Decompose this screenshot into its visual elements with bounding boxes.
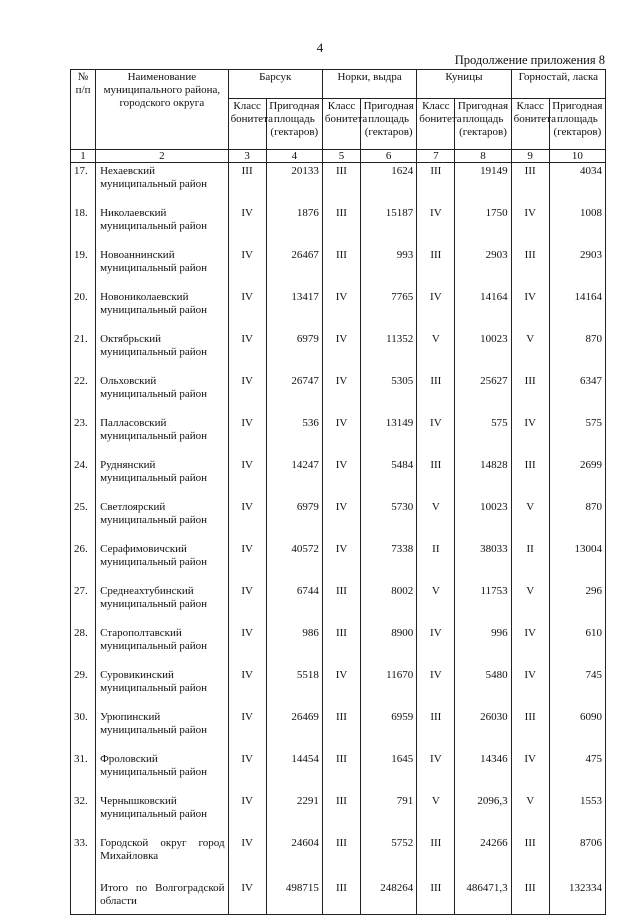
header-num: № п/п bbox=[71, 70, 96, 150]
class-cell: IV bbox=[228, 876, 266, 915]
area-cell: 575 bbox=[455, 414, 511, 456]
class-cell: IV bbox=[228, 246, 266, 288]
row-number: 18. bbox=[71, 204, 96, 246]
column-number: 10 bbox=[549, 150, 605, 163]
class-cell: III bbox=[322, 708, 360, 750]
class-cell: IV bbox=[417, 666, 455, 708]
class-cell: IV bbox=[228, 330, 266, 372]
class-cell: IV bbox=[417, 750, 455, 792]
area-cell: 498715 bbox=[266, 876, 322, 915]
area-cell: 4034 bbox=[549, 163, 605, 205]
header-area: Пригодная площадь (гектаров) bbox=[455, 99, 511, 150]
district-name: Ольховский муниципальный район bbox=[96, 372, 228, 414]
district-name: Светлоярский муниципальный район bbox=[96, 498, 228, 540]
class-cell: IV bbox=[228, 834, 266, 876]
column-number: 5 bbox=[322, 150, 360, 163]
area-cell: 40572 bbox=[266, 540, 322, 582]
row-number: 21. bbox=[71, 330, 96, 372]
area-cell: 475 bbox=[549, 750, 605, 792]
class-cell: IV bbox=[322, 330, 360, 372]
header-class: Класс бонитета bbox=[511, 99, 549, 150]
area-cell: 7338 bbox=[361, 540, 417, 582]
class-cell: III bbox=[322, 582, 360, 624]
district-name: Николаевский муниципальный район bbox=[96, 204, 228, 246]
row-number: 19. bbox=[71, 246, 96, 288]
class-cell: IV bbox=[511, 204, 549, 246]
class-cell: III bbox=[228, 163, 266, 205]
class-cell: IV bbox=[417, 414, 455, 456]
table-row bbox=[71, 456, 606, 498]
class-cell: III bbox=[322, 204, 360, 246]
area-cell: 14164 bbox=[549, 288, 605, 330]
district-name: Нехаевский муниципальный район bbox=[96, 163, 228, 205]
row-number: 24. bbox=[71, 456, 96, 498]
area-cell: 24266 bbox=[455, 834, 511, 876]
class-cell: IV bbox=[228, 288, 266, 330]
table-row bbox=[71, 414, 606, 456]
area-cell: 486471,3 bbox=[455, 876, 511, 915]
class-cell: III bbox=[511, 372, 549, 414]
area-cell: 248264 bbox=[361, 876, 417, 915]
area-cell: 6979 bbox=[266, 498, 322, 540]
header-group-ermine-weasel: Горностай, ласка bbox=[511, 70, 605, 99]
class-cell: V bbox=[511, 792, 549, 834]
class-cell: III bbox=[511, 456, 549, 498]
row-number: 22. bbox=[71, 372, 96, 414]
district-name: Городской округ город Михайловка bbox=[96, 834, 228, 876]
area-cell: 6090 bbox=[549, 708, 605, 750]
district-name: Октябрьский муниципальный район bbox=[96, 330, 228, 372]
class-cell: III bbox=[322, 834, 360, 876]
class-cell: III bbox=[417, 456, 455, 498]
class-cell: III bbox=[511, 876, 549, 915]
area-cell: 25627 bbox=[455, 372, 511, 414]
class-cell: V bbox=[417, 330, 455, 372]
area-cell: 26747 bbox=[266, 372, 322, 414]
table-row bbox=[71, 163, 606, 205]
area-cell: 1553 bbox=[549, 792, 605, 834]
header-area: Пригодная площадь (гектаров) bbox=[266, 99, 322, 150]
area-cell: 986 bbox=[266, 624, 322, 666]
class-cell: III bbox=[417, 708, 455, 750]
class-cell: V bbox=[511, 330, 549, 372]
class-cell: IV bbox=[228, 624, 266, 666]
header-group-marten: Куницы bbox=[417, 70, 511, 99]
row-number: 32. bbox=[71, 792, 96, 834]
area-cell: 2291 bbox=[266, 792, 322, 834]
class-cell: III bbox=[511, 708, 549, 750]
table-row bbox=[71, 750, 606, 792]
area-cell: 15187 bbox=[361, 204, 417, 246]
area-cell: 2903 bbox=[549, 246, 605, 288]
header-class: Класс бонитета bbox=[322, 99, 360, 150]
row-number: 33. bbox=[71, 834, 96, 876]
class-cell: IV bbox=[228, 414, 266, 456]
area-cell: 993 bbox=[361, 246, 417, 288]
class-cell: IV bbox=[417, 288, 455, 330]
table-row bbox=[71, 792, 606, 834]
area-cell: 536 bbox=[266, 414, 322, 456]
header-area: Пригодная площадь (гектаров) bbox=[549, 99, 605, 150]
district-name: Старополтавский муниципальный район bbox=[96, 624, 228, 666]
class-cell: V bbox=[511, 498, 549, 540]
class-cell: IV bbox=[228, 456, 266, 498]
district-name: Палласовский муниципальный район bbox=[96, 414, 228, 456]
area-cell: 2096,3 bbox=[455, 792, 511, 834]
class-cell: IV bbox=[322, 666, 360, 708]
area-cell: 11352 bbox=[361, 330, 417, 372]
class-cell: IV bbox=[228, 792, 266, 834]
column-number: 9 bbox=[511, 150, 549, 163]
area-cell: 2903 bbox=[455, 246, 511, 288]
class-cell: III bbox=[511, 834, 549, 876]
class-cell: III bbox=[417, 163, 455, 205]
area-cell: 7765 bbox=[361, 288, 417, 330]
header-group-badger: Барсук bbox=[228, 70, 322, 99]
class-cell: V bbox=[417, 582, 455, 624]
class-cell: IV bbox=[417, 624, 455, 666]
table-row bbox=[71, 624, 606, 666]
class-cell: V bbox=[417, 792, 455, 834]
class-cell: III bbox=[417, 834, 455, 876]
row-number: 31. bbox=[71, 750, 96, 792]
area-cell: 610 bbox=[549, 624, 605, 666]
header-area: Пригодная площадь (гектаров) bbox=[361, 99, 417, 150]
appendix-continuation-label: Продолжение приложения 8 bbox=[454, 53, 605, 67]
row-number: 17. bbox=[71, 163, 96, 205]
area-cell: 296 bbox=[549, 582, 605, 624]
area-cell: 5518 bbox=[266, 666, 322, 708]
class-cell: V bbox=[511, 582, 549, 624]
header-group-mink-otter: Норки, выдра bbox=[322, 70, 416, 99]
area-cell: 5484 bbox=[361, 456, 417, 498]
total-row bbox=[71, 876, 606, 915]
district-name: Урюпинский муниципальный район bbox=[96, 708, 228, 750]
class-cell: IV bbox=[228, 498, 266, 540]
class-cell: III bbox=[322, 163, 360, 205]
class-cell: IV bbox=[322, 456, 360, 498]
area-cell: 14164 bbox=[455, 288, 511, 330]
district-name: Суровикинский муниципальный район bbox=[96, 666, 228, 708]
district-name: Среднеахтубинский муниципальный район bbox=[96, 582, 228, 624]
area-cell: 8900 bbox=[361, 624, 417, 666]
class-cell: III bbox=[417, 246, 455, 288]
header-name: Наименование муниципального района, городского округа bbox=[96, 70, 228, 150]
table-row bbox=[71, 498, 606, 540]
area-cell: 26467 bbox=[266, 246, 322, 288]
class-cell: III bbox=[322, 624, 360, 666]
row-number: 20. bbox=[71, 288, 96, 330]
class-cell: III bbox=[417, 876, 455, 915]
area-cell: 6979 bbox=[266, 330, 322, 372]
table-row bbox=[71, 372, 606, 414]
class-cell: II bbox=[511, 540, 549, 582]
area-cell: 14346 bbox=[455, 750, 511, 792]
area-cell: 1876 bbox=[266, 204, 322, 246]
class-cell: III bbox=[511, 246, 549, 288]
table-body bbox=[71, 163, 606, 915]
area-cell: 11753 bbox=[455, 582, 511, 624]
area-cell: 5305 bbox=[361, 372, 417, 414]
class-cell: IV bbox=[322, 414, 360, 456]
class-cell: IV bbox=[228, 750, 266, 792]
area-cell: 6347 bbox=[549, 372, 605, 414]
district-name: Серафимовичский муниципальный район bbox=[96, 540, 228, 582]
class-cell: III bbox=[322, 876, 360, 915]
class-cell: III bbox=[417, 372, 455, 414]
area-cell: 745 bbox=[549, 666, 605, 708]
hunting-resources-table bbox=[70, 69, 606, 915]
row-number bbox=[71, 876, 96, 915]
class-cell: V bbox=[417, 498, 455, 540]
area-cell: 1008 bbox=[549, 204, 605, 246]
table-row bbox=[71, 204, 606, 246]
class-cell: IV bbox=[228, 540, 266, 582]
row-number: 28. bbox=[71, 624, 96, 666]
area-cell: 14454 bbox=[266, 750, 322, 792]
district-name: Фроловский муниципальный район bbox=[96, 750, 228, 792]
area-cell: 791 bbox=[361, 792, 417, 834]
area-cell: 13149 bbox=[361, 414, 417, 456]
area-cell: 575 bbox=[549, 414, 605, 456]
table-row bbox=[71, 708, 606, 750]
area-cell: 870 bbox=[549, 330, 605, 372]
row-number: 30. bbox=[71, 708, 96, 750]
column-number: 8 bbox=[455, 150, 511, 163]
class-cell: IV bbox=[511, 624, 549, 666]
table-row bbox=[71, 330, 606, 372]
area-cell: 870 bbox=[549, 498, 605, 540]
area-cell: 13417 bbox=[266, 288, 322, 330]
row-number: 27. bbox=[71, 582, 96, 624]
row-number: 29. bbox=[71, 666, 96, 708]
area-cell: 1750 bbox=[455, 204, 511, 246]
class-cell: IV bbox=[511, 750, 549, 792]
class-cell: II bbox=[417, 540, 455, 582]
table-row bbox=[71, 288, 606, 330]
class-cell: IV bbox=[322, 372, 360, 414]
class-cell: IV bbox=[511, 666, 549, 708]
area-cell: 14828 bbox=[455, 456, 511, 498]
class-cell: IV bbox=[511, 414, 549, 456]
class-cell: IV bbox=[417, 204, 455, 246]
area-cell: 38033 bbox=[455, 540, 511, 582]
district-name: Чернышковский муниципальный район bbox=[96, 792, 228, 834]
area-cell: 6744 bbox=[266, 582, 322, 624]
header-class: Класс бонитета bbox=[228, 99, 266, 150]
area-cell: 19149 bbox=[455, 163, 511, 205]
area-cell: 8706 bbox=[549, 834, 605, 876]
area-cell: 26469 bbox=[266, 708, 322, 750]
area-cell: 5730 bbox=[361, 498, 417, 540]
district-name: Итого по Волгоградской области bbox=[96, 876, 228, 915]
row-number: 23. bbox=[71, 414, 96, 456]
district-name: Новоаннинский муниципальный район bbox=[96, 246, 228, 288]
column-number: 7 bbox=[417, 150, 455, 163]
row-number: 26. bbox=[71, 540, 96, 582]
column-number: 2 bbox=[96, 150, 228, 163]
class-cell: IV bbox=[322, 498, 360, 540]
area-cell: 10023 bbox=[455, 498, 511, 540]
area-cell: 1624 bbox=[361, 163, 417, 205]
area-cell: 2699 bbox=[549, 456, 605, 498]
area-cell: 1645 bbox=[361, 750, 417, 792]
area-cell: 14247 bbox=[266, 456, 322, 498]
area-cell: 13004 bbox=[549, 540, 605, 582]
district-name: Новониколаевский муниципальный район bbox=[96, 288, 228, 330]
table-row bbox=[71, 834, 606, 876]
class-cell: IV bbox=[228, 372, 266, 414]
area-cell: 20133 bbox=[266, 163, 322, 205]
column-number: 4 bbox=[266, 150, 322, 163]
table-row bbox=[71, 246, 606, 288]
class-cell: III bbox=[322, 750, 360, 792]
area-cell: 5480 bbox=[455, 666, 511, 708]
area-cell: 5752 bbox=[361, 834, 417, 876]
area-cell: 10023 bbox=[455, 330, 511, 372]
class-cell: IV bbox=[228, 666, 266, 708]
class-cell: IV bbox=[322, 288, 360, 330]
class-cell: IV bbox=[511, 288, 549, 330]
class-cell: IV bbox=[228, 582, 266, 624]
area-cell: 8002 bbox=[361, 582, 417, 624]
table-row bbox=[71, 582, 606, 624]
column-number: 3 bbox=[228, 150, 266, 163]
class-cell: IV bbox=[322, 540, 360, 582]
class-cell: III bbox=[322, 246, 360, 288]
class-cell: IV bbox=[228, 708, 266, 750]
column-number: 6 bbox=[361, 150, 417, 163]
header-class: Класс бонитета bbox=[417, 99, 455, 150]
area-cell: 132334 bbox=[549, 876, 605, 915]
class-cell: III bbox=[511, 163, 549, 205]
area-cell: 6959 bbox=[361, 708, 417, 750]
table-row bbox=[71, 666, 606, 708]
area-cell: 24604 bbox=[266, 834, 322, 876]
area-cell: 26030 bbox=[455, 708, 511, 750]
row-number: 25. bbox=[71, 498, 96, 540]
column-number: 1 bbox=[71, 150, 96, 163]
table-row bbox=[71, 540, 606, 582]
area-cell: 11670 bbox=[361, 666, 417, 708]
class-cell: III bbox=[322, 792, 360, 834]
class-cell: IV bbox=[228, 204, 266, 246]
district-name: Руднянский муниципальный район bbox=[96, 456, 228, 498]
area-cell: 996 bbox=[455, 624, 511, 666]
page-number: 4 bbox=[316, 40, 324, 55]
